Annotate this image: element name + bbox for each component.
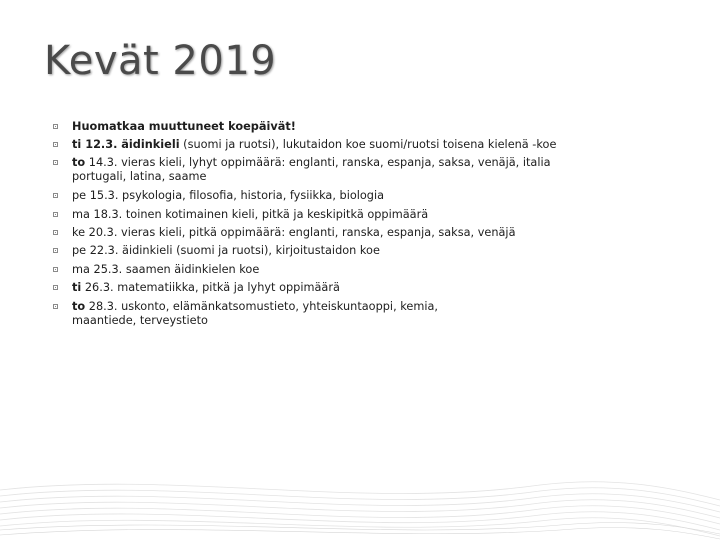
list-item	[72, 281, 632, 295]
item-text: ma 18.3. toinen kotimainen kieli, pitkä ja keskipitkä oppimäärä	[72, 208, 429, 221]
list-item	[72, 300, 472, 328]
list-item	[72, 189, 632, 203]
list-item	[72, 244, 632, 258]
square-bullet-icon	[53, 160, 58, 165]
list-item	[72, 156, 572, 184]
item-lead: ti 12.3. äidinkieli	[72, 138, 180, 151]
list-item	[72, 138, 632, 152]
item-text: (suomi ja ruotsi), lukutaidon koe suomi/ruotsi toisena kielenä -koe	[179, 138, 557, 151]
item-lead: ti	[72, 281, 82, 294]
slide-title: Kevät 2019	[44, 38, 277, 84]
item-text: pe 15.3. psykologia, filosofia, historia, fysiikka, biologia	[72, 189, 385, 202]
list-item	[72, 226, 632, 240]
square-bullet-icon	[53, 124, 58, 129]
square-bullet-icon	[53, 304, 58, 309]
decorative-wave-lines	[0, 430, 720, 540]
square-bullet-icon	[53, 285, 58, 290]
item-text: ma 25.3. saamen äidinkielen koe	[72, 263, 260, 276]
item-text: 28.3. uskonto, elämänkatsomustieto, yhteiskuntaoppi, kemia, maantiede, terveystieto	[72, 300, 438, 327]
item-text: 26.3. matematiikka, pitkä ja lyhyt oppimäärä	[81, 281, 340, 294]
item-text: pe 22.3. äidinkieli (suomi ja ruotsi), kirjoitustaidon koe	[72, 244, 380, 257]
item-text: ke 20.3. vieras kieli, pitkä oppimäärä: englanti, ranska, espanja, saksa, venäjä	[72, 226, 516, 239]
item-text: 14.3. vieras kieli, lyhyt oppimäärä: englanti, ranska, espanja, saksa, venäjä, italia portugali, latina, saame	[72, 156, 551, 183]
list-item	[72, 120, 632, 134]
list-item	[72, 208, 632, 222]
square-bullet-icon	[53, 142, 58, 147]
square-bullet-icon	[53, 193, 58, 198]
square-bullet-icon	[53, 248, 58, 253]
square-bullet-icon	[53, 212, 58, 217]
item-lead: to	[72, 300, 86, 313]
item-lead: Huomatkaa muuttuneet koepäivät!	[72, 120, 296, 133]
list-item	[72, 263, 632, 277]
item-lead: to	[72, 156, 86, 169]
square-bullet-icon	[53, 267, 58, 272]
square-bullet-icon	[53, 230, 58, 235]
